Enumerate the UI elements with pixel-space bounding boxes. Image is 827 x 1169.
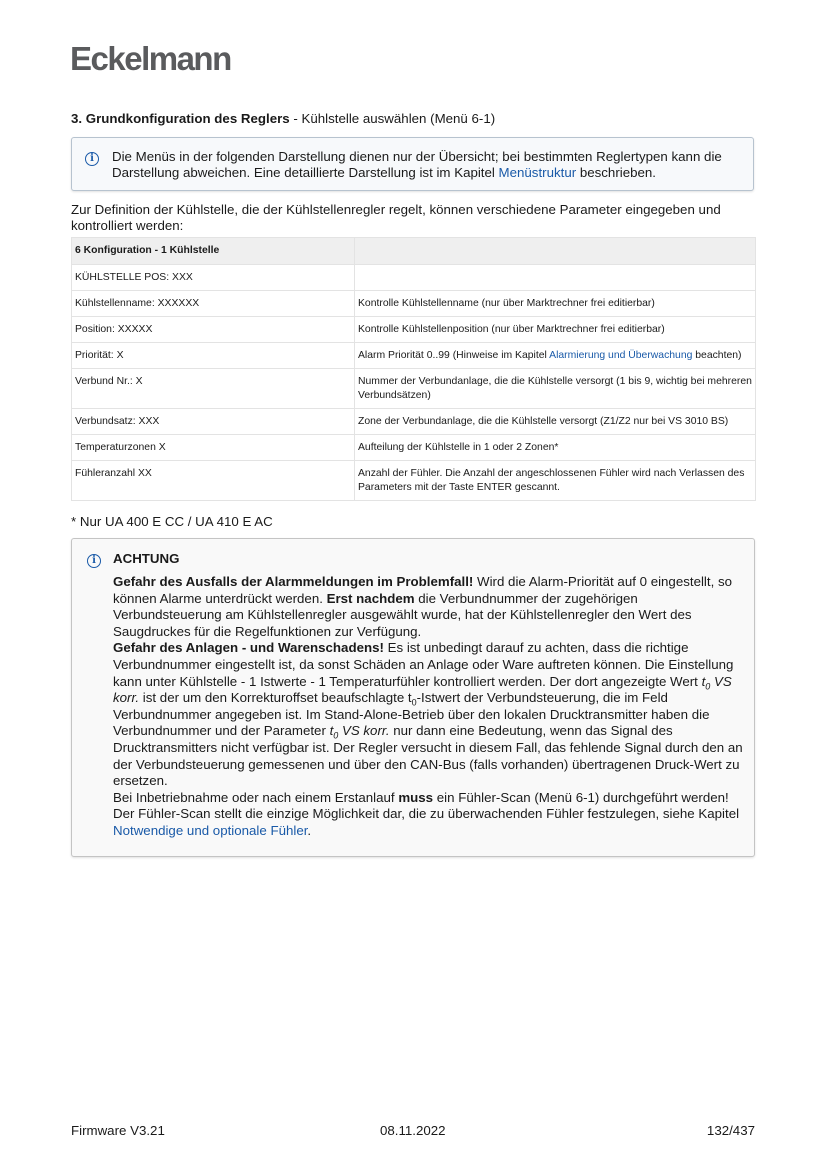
link-alarmierung[interactable]: Alarmierung und Überwachung xyxy=(549,350,693,361)
info-icon: i xyxy=(85,152,99,166)
table-cell: Aufteilung der Kühlstelle in 1 oder 2 Zonen* xyxy=(355,435,756,461)
table-cell: Priorität: X xyxy=(72,343,355,369)
table-row xyxy=(72,435,756,461)
info-icon: i xyxy=(87,554,101,568)
table-cell: Fühleranzahl XX xyxy=(72,461,355,501)
table-row xyxy=(72,409,756,435)
warning-box xyxy=(71,538,755,857)
table-row xyxy=(72,369,756,409)
intro-paragraph: Zur Definition der Kühlstelle, die der Kühlstellenregler regelt, können verschiedene Parameter eingegeben und kontrolliert werden: xyxy=(71,202,721,233)
table-header-cell: 6 Konfiguration - 1 Kühlstelle xyxy=(72,238,355,265)
footer-date: 08.11.2022 xyxy=(380,1123,446,1138)
warning-text: Es ist unbedingt darauf zu achten, dass die richtige Verbundnummer eingestellt ist, da sonst Schäden an Anlage oder Ware auftreten können. Die Einstellung kann unter Kühlstelle - 1 Istwerte - 1 Temperaturfühler kontrolliert werden. Der dort angezeigte Wert xyxy=(113,640,734,689)
footer-firmware: Firmware V3.21 xyxy=(71,1123,165,1138)
table-cell: Kontrolle Kühlstellenname (nur über Marktrechner frei editierbar) xyxy=(355,291,756,317)
table-row xyxy=(72,291,756,317)
warning-text: nur dann eine Bedeutung, wenn das Signal des Drucktransmitters nicht verfügbar ist. Der Regler versucht in diesem Fall, das fehlende Signal durch den an der Verbundsteuerung gemessenen und über den CAN-Bus (falls vorhanden) übertragenen Druck-Wert zu ersetzen. xyxy=(113,723,743,789)
table-cell: Zone der Verbundanlage, die die Kühlstelle versorgt (Z1/Z2 nur bei VS 3010 BS) xyxy=(355,409,756,435)
section-heading xyxy=(71,111,495,126)
warning-bold: Gefahr des Ausfalls der Alarmmeldungen im Problemfall! xyxy=(113,574,474,589)
table-cell xyxy=(355,265,756,291)
table-cell: Verbund Nr.: X xyxy=(72,369,355,409)
warning-text: ein Fühler-Scan (Menü 6-1) durchgeführt werden! Der Fühler-Scan stellt die einzige Möglichkeit dar, die zu überwachenden Fühler festzulegen, siehe Kapitel xyxy=(113,789,740,822)
table-cell xyxy=(355,343,756,369)
info-text-after: beschrieben. xyxy=(576,165,656,180)
table-cell: Position: XXXXX xyxy=(72,317,355,343)
table-cell: Nummer der Verbundanlage, die die Kühlstelle versorgt (1 bis 9, wichtig bei mehreren Verbundsätzen) xyxy=(355,369,756,409)
warning-italic: VS korr. xyxy=(113,673,732,706)
warning-text: Bei Inbetriebnahme oder nach einem Erstanlauf xyxy=(113,789,399,805)
table-header-row xyxy=(72,238,756,265)
link-menuestruktur[interactable]: Menüstruktur xyxy=(498,165,577,180)
warning-subscript: 0 xyxy=(333,731,339,741)
table-row xyxy=(72,265,756,291)
warning-text: Wird die Alarm-Priorität auf 0 eingestellt, so können Alarme unterdrückt werden. xyxy=(113,574,732,606)
info-note-text xyxy=(112,149,742,181)
footer-page-number: 132/437 xyxy=(706,1123,755,1138)
warning-bold: Erst nachdem xyxy=(326,590,415,606)
warning-text: die Verbundnummer der zugehörigen Verbundsteuerung am Kühlstellenregler ausgewählt wurde, hat der Kühlstellenregler den Wert des Saugdruckes für die Regelfunktionen zur Verfügung. xyxy=(113,590,692,639)
warning-italic: t xyxy=(701,673,706,689)
cell-text: beachten) xyxy=(692,350,742,361)
info-note-box xyxy=(71,137,754,191)
table-row xyxy=(72,343,756,369)
warning-subscript: 0 xyxy=(705,681,711,692)
warning-bold: muss xyxy=(398,789,434,805)
heading-rest: - Kühlstelle auswählen (Menü 6-1) xyxy=(289,111,496,126)
warning-bold: Gefahr des Anlagen - und Warenschadens! xyxy=(113,640,384,656)
warning-body xyxy=(113,574,745,840)
table-row xyxy=(72,461,756,501)
warning-subscript: 0 xyxy=(411,697,417,708)
table-cell: Kühlstellenname: XXXXXX xyxy=(72,291,355,317)
table-header-cell xyxy=(355,238,756,265)
table-cell: Verbundsatz: XXX xyxy=(72,409,355,435)
warning-text: -Istwert der Verbundsteuerung, die im Feld Verbundnummer angegeben ist. Im Stand-Alone-Betrieb über den lokalen Drucktransmitter haben die Verbundnummer und der Parameter xyxy=(113,690,710,739)
config-table xyxy=(71,237,756,501)
table-row xyxy=(72,317,756,343)
cell-text: Alarm Priorität 0..99 (Hinweise im Kapitel xyxy=(358,350,550,361)
table-cell: KÜHLSTELLE POS: XXX xyxy=(72,265,355,291)
warning-title: ACHTUNG xyxy=(113,551,180,566)
heading-bold: 3. Grundkonfiguration des Reglers xyxy=(71,111,290,126)
table-footnote: * Nur UA 400 E CC / UA 410 E AC xyxy=(71,514,273,529)
warning-italic: t xyxy=(329,723,334,739)
table-cell: Temperaturzonen X xyxy=(72,435,355,461)
link-notwendige-fuehler[interactable]: Notwendige und optionale Fühler xyxy=(113,822,308,838)
warning-italic: VS korr. xyxy=(338,723,390,739)
info-text: Die Menüs in der folgenden Darstellung dienen nur der Übersicht; bei bestimmten Reglertypen kann die Darstellung abweichen. Eine detaillierte Darstellung ist im Kapitel xyxy=(112,149,722,180)
warning-text: . xyxy=(307,822,312,838)
table-cell: Kontrolle Kühlstellenposition (nur über Marktrechner frei editierbar) xyxy=(355,317,756,343)
warning-text: ist der um den Korrekturoffset beaufschlagte t xyxy=(139,690,412,706)
table-cell: Anzahl der Fühler. Die Anzahl der angeschlossenen Fühler wird nach Verlassen des Parameters mit der Taste ENTER gescannt. xyxy=(355,461,756,501)
eckelmann-logo: Eckelmann xyxy=(70,40,231,77)
